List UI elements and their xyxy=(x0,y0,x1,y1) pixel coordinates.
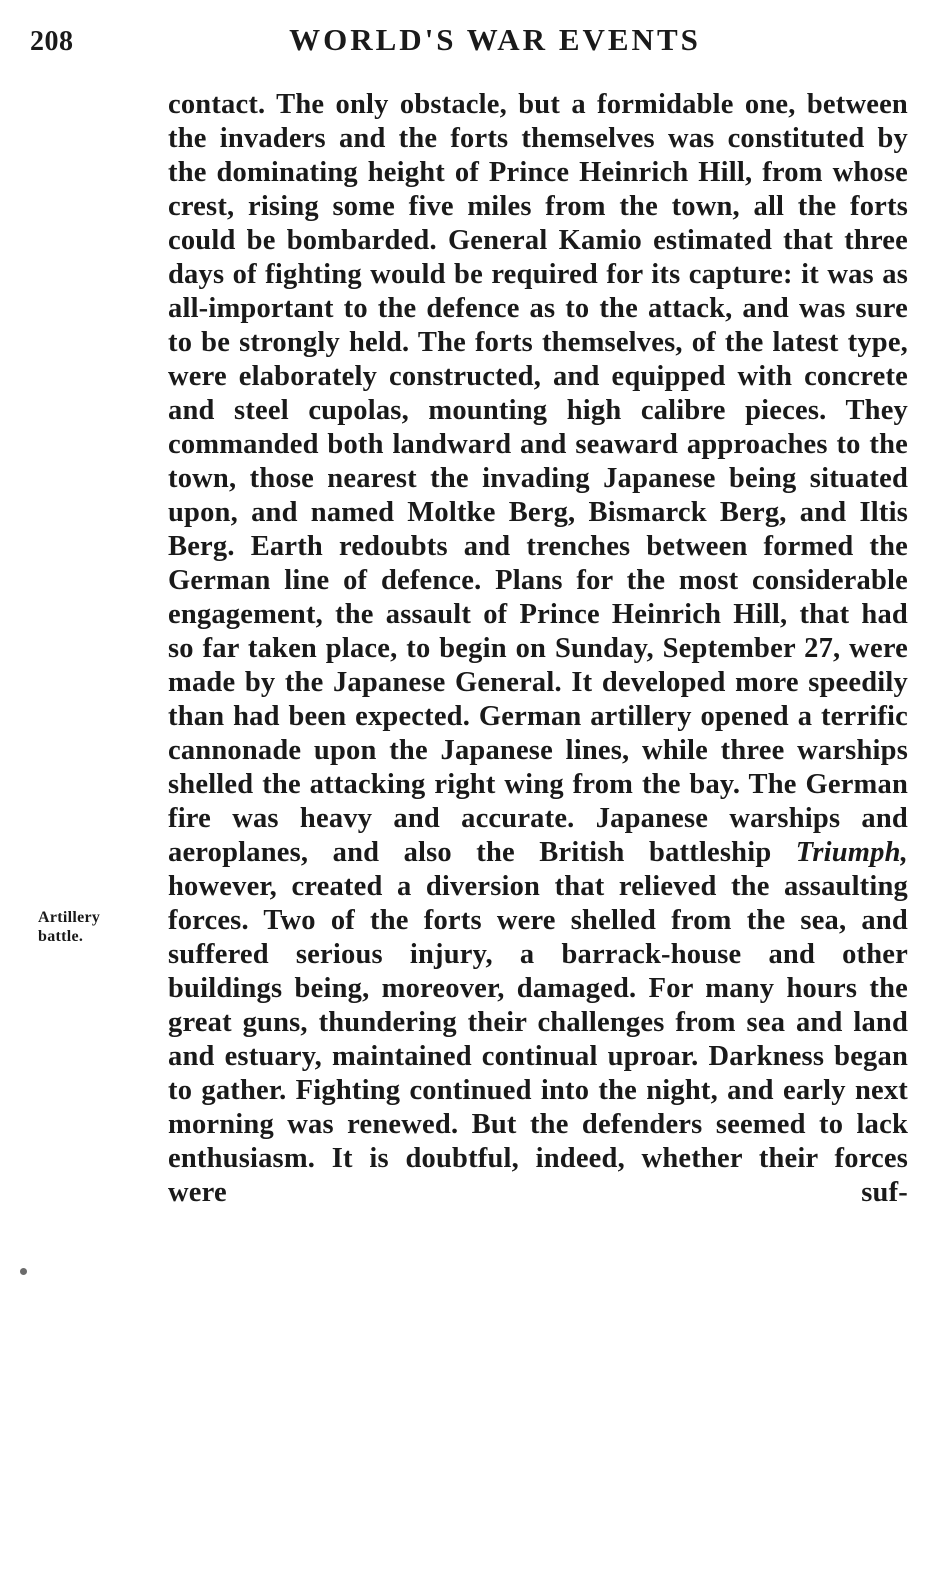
marginal-note-line-1: Artillery xyxy=(38,909,101,926)
body-text-column xyxy=(168,88,908,1210)
ship-name-italic: Triumph, xyxy=(795,837,908,868)
running-head-title: WORLD'S WAR EVENTS xyxy=(289,22,701,57)
margin-speck xyxy=(20,1268,27,1275)
marginal-note xyxy=(38,908,158,946)
marginal-note-line-2: battle. xyxy=(38,928,84,945)
page-number: 208 xyxy=(30,26,74,57)
page-header xyxy=(0,22,950,66)
body-text-part-2: however, created a diversion that relieved the assaulting forces. Two of the forts were shelled from the sea, and suffered serious injury, a barrack-house and other buildings being, moreover, damaged. For many hours the great guns, thundering their challenges from sea and land and estuary, maintained continual uproar. Darkness began to gather. Fighting continued into the night, and early next morning was renewed. But the defenders seemed to lack enthusiasm. It is doubtful, indeed, whether their forces were suf- xyxy=(168,871,908,1208)
body-text-part-1: contact. The only obstacle, but a formidable one, between the invaders and the forts themselves was constituted by the dominating height of Prince Heinrich Hill, from whose crest, rising some five miles from the town, all the forts could be bombarded. General Kamio estimated that three days of fighting would be required for its capture: it was as all-important to the defence as to the attack, and was sure to be strongly held. The forts themselves, of the latest type, were elaborately constructed, and equipped with concrete and steel cupolas, mounting high calibre pieces. They commanded both landward and seaward approaches to the town, those nearest the invading Japanese being situated upon, and named Moltke Berg, Bismarck Berg, and Iltis Berg. Earth redoubts and trenches between formed the German line of defence. Plans for the most considerable engagement, the assault of Prince Heinrich Hill, that had so far taken place, to begin on Sunday, September 27, were made by the Japanese General. It developed more speedily than had been expected. German artillery opened a terrific cannonade upon the Japanese lines, while three warships shelled the attacking right wing from the bay. The German fire was heavy and accurate. Japanese warships and aeroplanes, and also the British battleship xyxy=(168,89,908,868)
body-paragraph xyxy=(168,88,908,1210)
